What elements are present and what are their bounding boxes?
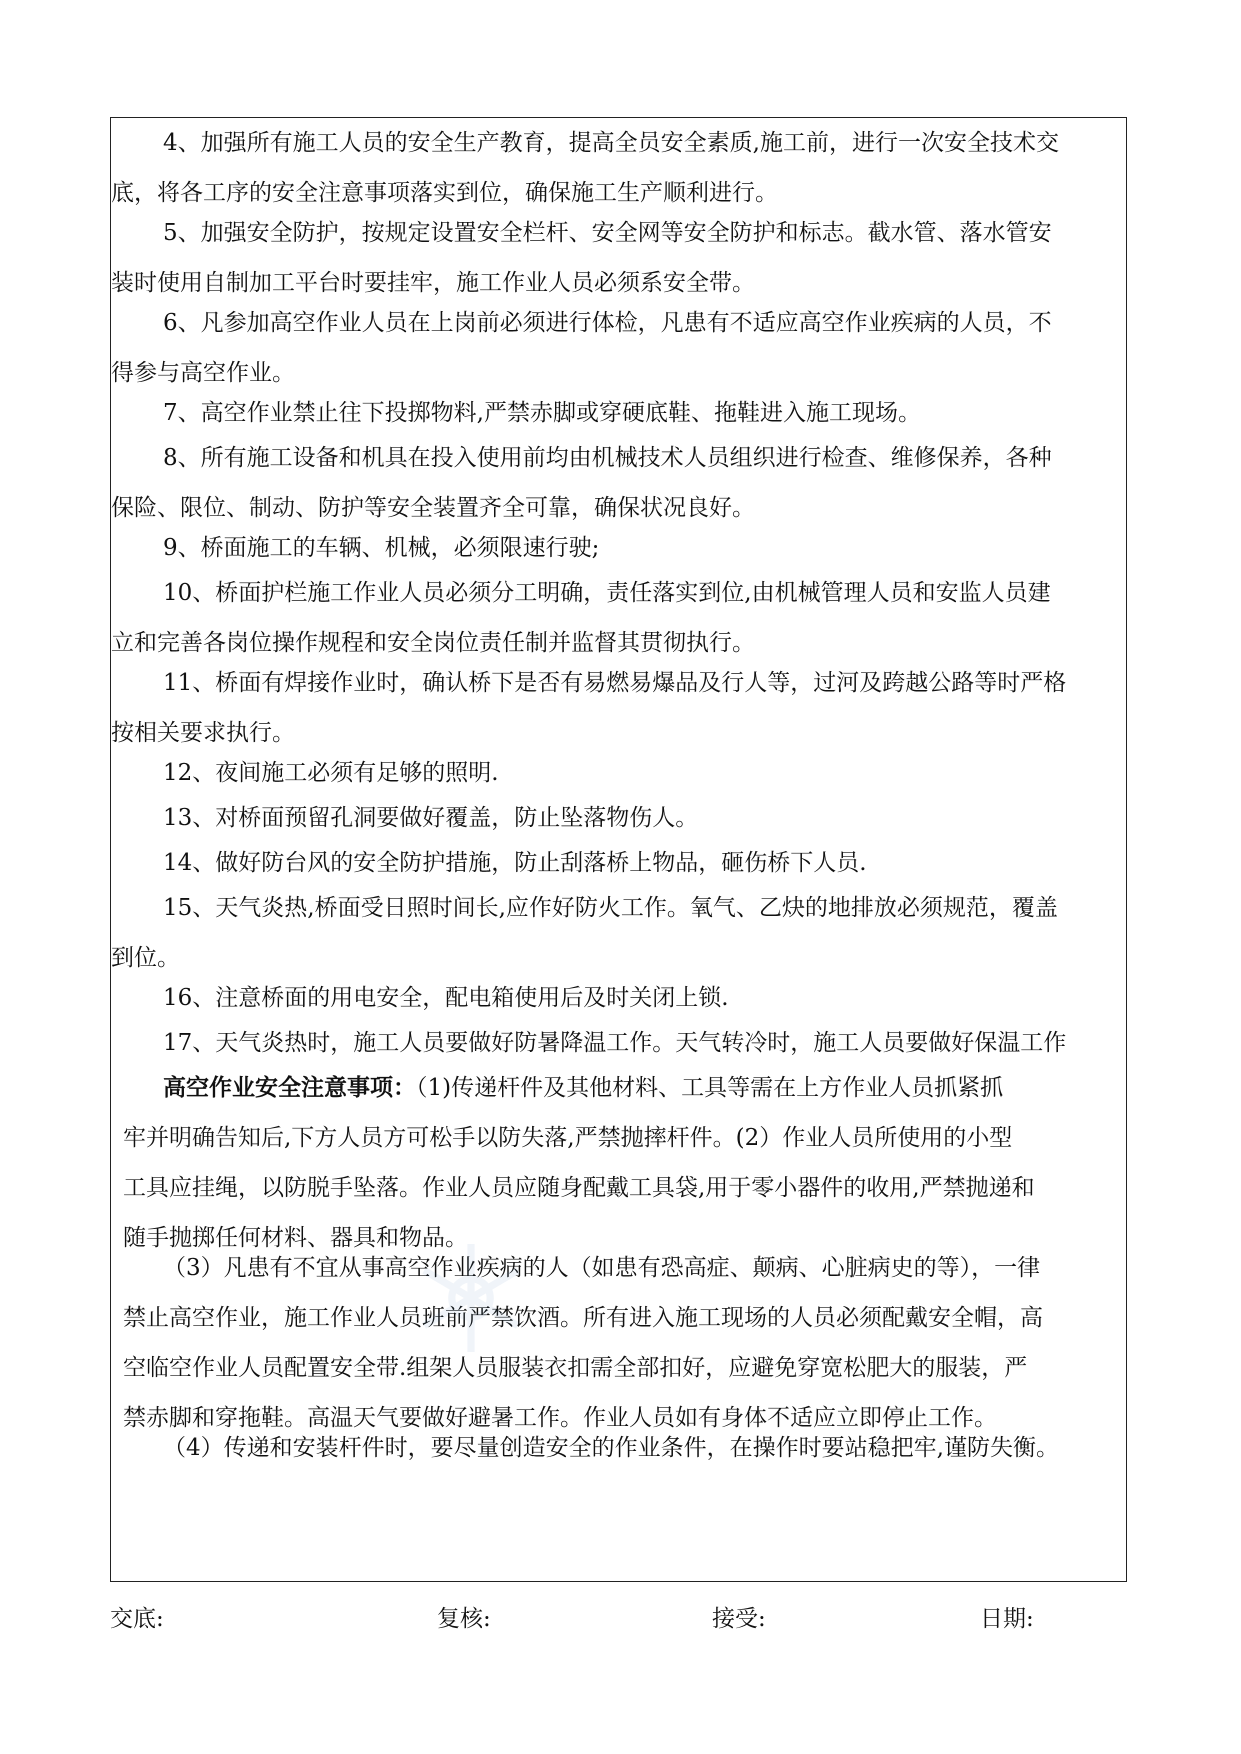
text-line: 禁赤脚和穿拖鞋。高温天气要做好避暑工作。作业人员如有身体不适应立即停止工作。	[123, 1405, 997, 1431]
text-line: 16、注意桥面的用电安全，配电箱使用后及时关闭上锁.	[163, 985, 729, 1011]
text-line: 5、加强安全防护，按规定设置安全栏杆、安全网等安全防护和标志。截水管、落水管安	[163, 220, 1052, 246]
list-item	[111, 883, 1121, 983]
list-item	[111, 838, 1121, 888]
text-line: 工具应挂绳，以防脱手坠落。作业人员应随身配戴工具袋,用于零小器件的收用,严禁抛递和	[123, 1175, 1035, 1201]
text-line: 17、天气炎热时，施工人员要做好防暑降温工作。天气转冷时，施工人员要做好保温工作	[163, 1030, 1067, 1056]
handover-label: 交底:	[110, 1606, 164, 1632]
date-label: 日期:	[980, 1606, 1034, 1632]
list-item	[111, 568, 1121, 668]
text-line: 6、凡参加高空作业人员在上岗前必须进行体检，凡患有不适应高空作业疾病的人员，不	[163, 310, 1052, 336]
high-altitude-section	[111, 1063, 1121, 1263]
text-line: 牢并明确告知后,下方人员方可松手以防失落,严禁抛摔杆件。(2）作业人员所使用的小型	[123, 1125, 1013, 1151]
section-first-line: （1)传递杆件及其他材料、工具等需在上方作业人员抓紧抓	[416, 1075, 1004, 1101]
review-label: 复核:	[437, 1606, 491, 1632]
text-line: 10、桥面护栏施工作业人员必须分工明确，责任落实到位,由机械管理人员和安监人员建	[163, 580, 1051, 606]
list-item	[111, 433, 1121, 533]
list-item	[111, 973, 1121, 1023]
text-line: 随手抛掷任何材料、器具和物品。	[123, 1225, 468, 1251]
text-line: 底，将各工序的安全注意事项落实到位，确保施工生产顺利进行。	[111, 180, 778, 206]
text-line: 得参与高空作业。	[111, 360, 295, 386]
text-line: 15、天气炎热,桥面受日照时间长,应作好防火工作。氧气、乙炔的地排放必须规范，覆盖	[163, 895, 1058, 921]
text-line: 立和完善各岗位操作规程和安全岗位责任制并监督其贯彻执行。	[111, 630, 755, 656]
text-line: 12、夜间施工必须有足够的照明.	[163, 760, 499, 786]
text-line: 7、高空作业禁止往下投掷物料,严禁赤脚或穿硬底鞋、拖鞋进入施工现场。	[163, 400, 921, 426]
text-line: 按相关要求执行。	[111, 720, 295, 746]
text-line: 禁止高空作业，施工作业人员班前严禁饮酒。所有进入施工现场的人员必须配戴安全帽，高	[123, 1305, 1043, 1331]
text-line: 空临空作业人员配置安全带.组架人员服装衣扣需全部扣好，应避免穿宽松肥大的服装，严	[123, 1355, 1028, 1381]
signature-footer	[0, 1600, 1241, 1640]
list-item	[111, 208, 1121, 308]
text-line: 到位。	[111, 945, 180, 971]
text-line: （4）传递和安装杆件时，要尽量创造安全的作业条件，在操作时要站稳把牢,谨防失衡。	[163, 1435, 1059, 1461]
content-table-cell	[110, 117, 1127, 1582]
text-line: 4、加强所有施工人员的安全生产教育，提高全员安全素质,施工前，进行一次安全技术交	[163, 130, 1059, 156]
list-item	[111, 793, 1121, 843]
high-altitude-paragraph-4	[111, 1423, 1121, 1473]
text-line: 8、所有施工设备和机具在投入使用前均由机械技术人员组织进行检查、维修保养，各种	[163, 445, 1052, 471]
watermark-icon	[411, 1238, 531, 1358]
list-item	[111, 118, 1121, 218]
text-line: 13、对桥面预留孔洞要做好覆盖，防止坠落物伤人。	[163, 805, 699, 831]
accept-label: 接受:	[712, 1606, 766, 1632]
text-line: 装时使用自制加工平台时要挂牢，施工作业人员必须系安全带。	[111, 270, 755, 296]
list-item	[111, 658, 1121, 758]
text-line: 14、做好防台风的安全防护措施，防止刮落桥上物品，砸伤桥下人员.	[163, 850, 867, 876]
list-item	[111, 523, 1121, 573]
section-heading: 高空作业安全注意事项：	[163, 1075, 416, 1101]
text-line: 9、桥面施工的车辆、机械，必须限速行驶;	[163, 535, 600, 561]
list-item	[111, 748, 1121, 798]
list-item	[111, 388, 1121, 438]
text-line	[111, 1063, 1121, 1113]
high-altitude-paragraph-3	[111, 1243, 1121, 1443]
list-item	[111, 298, 1121, 398]
text-line: 11、桥面有焊接作业时，确认桥下是否有易燃易爆品及行人等，过河及跨越公路等时严格	[163, 670, 1067, 696]
text-line: 保险、限位、制动、防护等安全装置齐全可靠，确保状况良好。	[111, 495, 755, 521]
text-line: （3）凡患有不宜从事高空作业疾病的人（如患有恐高症、颠病、心脏病史的等），一律	[163, 1255, 1041, 1281]
list-item	[111, 1018, 1121, 1068]
